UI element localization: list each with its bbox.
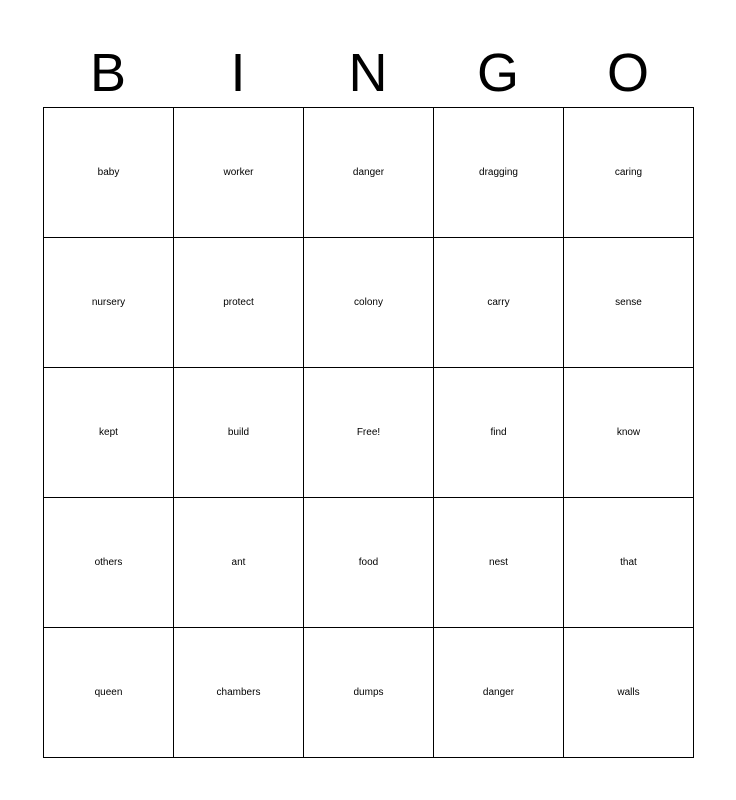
bingo-cell[interactable]: colony — [304, 238, 434, 368]
bingo-cell[interactable]: danger — [434, 628, 564, 758]
bingo-cell[interactable]: baby — [44, 108, 174, 238]
bingo-cell[interactable]: carry — [434, 238, 564, 368]
bingo-cell[interactable]: that — [564, 498, 694, 628]
bingo-cell[interactable]: queen — [44, 628, 174, 758]
bingo-cell[interactable]: danger — [304, 108, 434, 238]
bingo-cell[interactable]: dragging — [434, 108, 564, 238]
bingo-cell[interactable]: build — [174, 368, 304, 498]
bingo-cell[interactable]: ant — [174, 498, 304, 628]
bingo-cell[interactable]: find — [434, 368, 564, 498]
header-letter-g: G — [476, 43, 519, 103]
bingo-cell[interactable]: kept — [44, 368, 174, 498]
bingo-cell[interactable]: protect — [174, 238, 304, 368]
bingo-cell[interactable]: others — [44, 498, 174, 628]
bingo-header — [43, 40, 693, 106]
bingo-board — [43, 107, 694, 758]
bingo-cell[interactable]: worker — [174, 108, 304, 238]
header-letter-n: N — [348, 43, 388, 103]
bingo-cell[interactable]: food — [304, 498, 434, 628]
bingo-cell[interactable]: know — [564, 368, 694, 498]
header-letter-i: I — [230, 43, 246, 103]
bingo-cell[interactable]: sense — [564, 238, 694, 368]
bingo-cell-free[interactable]: Free! — [304, 368, 434, 498]
bingo-cell[interactable]: caring — [564, 108, 694, 238]
bingo-cell[interactable]: nest — [434, 498, 564, 628]
bingo-cell[interactable]: nursery — [44, 238, 174, 368]
header-letter-o: O — [606, 43, 649, 103]
bingo-cell[interactable]: walls — [564, 628, 694, 758]
bingo-cell[interactable]: dumps — [304, 628, 434, 758]
header-letter-b: B — [89, 43, 127, 103]
bingo-cell[interactable]: chambers — [174, 628, 304, 758]
